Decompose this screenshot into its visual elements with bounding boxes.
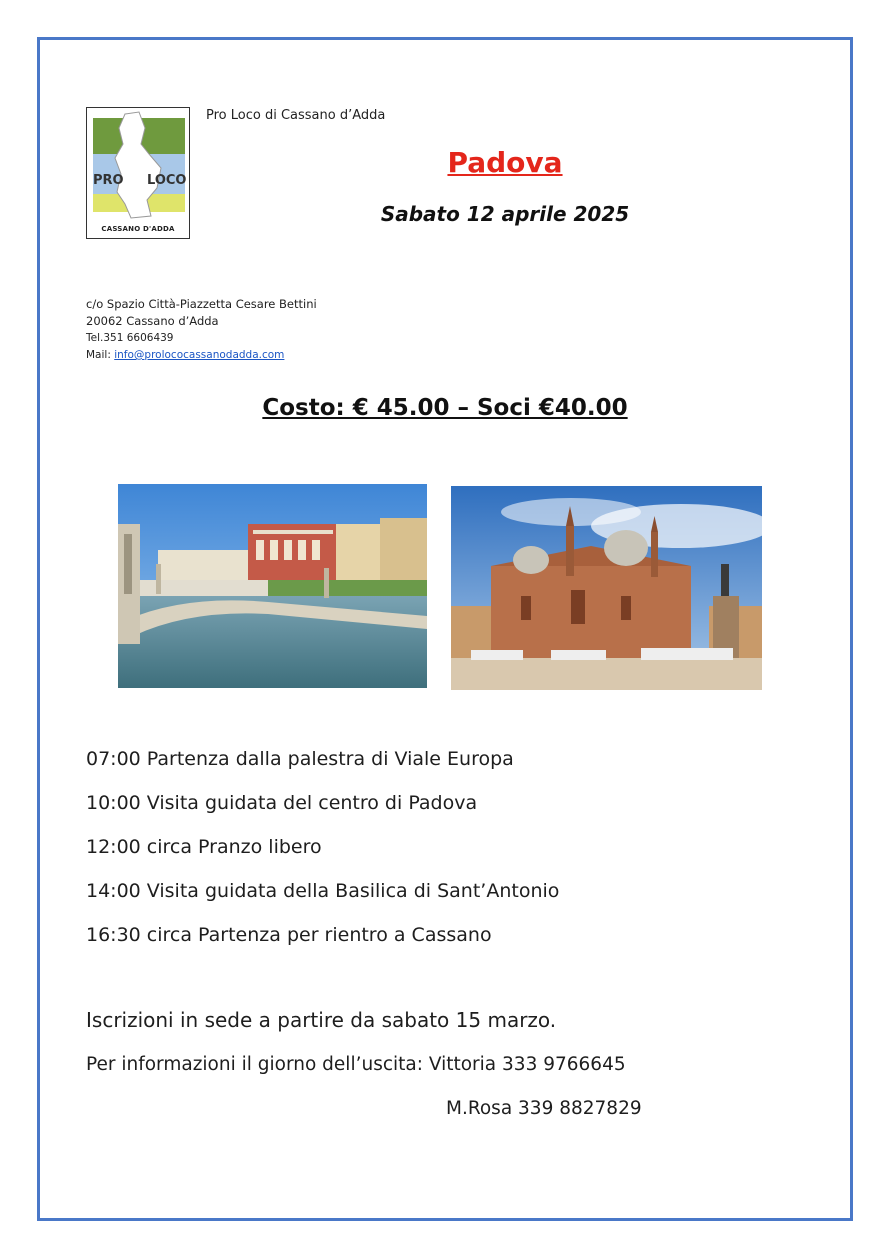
address-block [86,296,317,364]
logo-right-text: LOCO [147,173,187,188]
info-contact-line: Per informazioni il giorno dell’uscita: Vittoria 333 9766645 [86,1054,626,1075]
org-name: Pro Loco di Cassano d’Adda [206,108,386,123]
mail-label: Mail: [86,349,115,361]
mail-line [86,347,317,364]
schedule-item: 14:00 Visita guidata della Basilica di Sant’Antonio [86,880,560,902]
basilica-photo [451,486,762,690]
phone-line: Tel.351 6606439 [86,332,174,344]
schedule-list [86,745,559,965]
address-line-2: 20062 Cassano d’Adda [86,314,219,328]
schedule-item: 16:30 circa Partenza per rientro a Cassano [86,924,492,946]
logo-left-text: PRO [93,173,124,188]
schedule-item: 07:00 Partenza dalla palestra di Viale Europa [86,748,514,770]
prato-della-valle-photo [118,484,427,688]
logo-graphic [87,108,190,239]
logo-caption: CASSANO D'ADDA [101,225,175,233]
signup-note: Iscrizioni in sede a partire da sabato 15 marzo. [86,1008,557,1032]
second-contact: M.Rosa 339 8827829 [446,1098,642,1119]
pro-loco-logo [86,107,190,239]
cost-line: Costo: € 45.00 – Soci €40.00 [262,395,628,421]
mail-link[interactable]: info@prolococassanodadda.com [114,349,285,361]
address-line-1: c/o Spazio Città-Piazzetta Cesare Bettini [86,297,317,311]
schedule-item: 10:00 Visita guidata del centro di Padova [86,792,478,814]
event-date: Sabato 12 aprile 2025 [380,202,630,226]
schedule-item: 12:00 circa Pranzo libero [86,836,322,858]
event-title: Padova [447,146,563,179]
